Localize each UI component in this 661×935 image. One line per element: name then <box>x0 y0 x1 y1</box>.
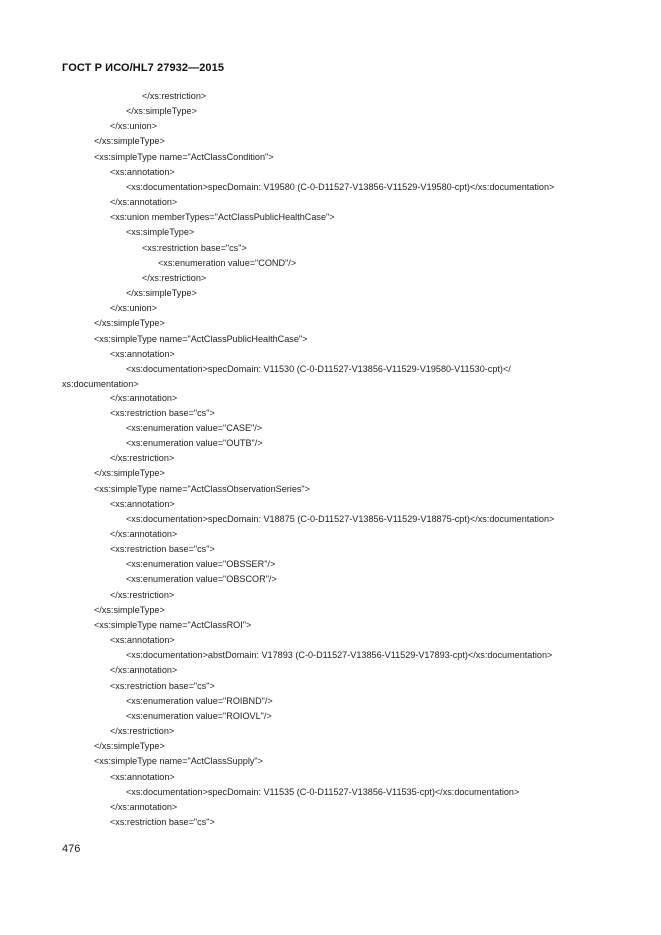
code-line: <xs:restriction base="cs"> <box>142 242 247 253</box>
code-line: <xs:annotation> <box>110 166 175 177</box>
code-line: <xs:simpleType name="ActClassPublicHealthCase"> <box>94 333 308 344</box>
code-line: </xs:restriction> <box>142 91 207 101</box>
code-line: <xs:simpleType name="ActClassCondition"> <box>94 151 274 162</box>
code-line: <xs:enumeration value="OUTB"/> <box>126 438 263 449</box>
code-line: <xs:union memberTypes="ActClassPublicHealthCase"> <box>110 212 335 223</box>
code-line: </xs:annotation> <box>110 665 178 676</box>
code-line: <xs:simpleType> <box>126 227 195 238</box>
code-line: </xs:simpleType> <box>94 604 165 615</box>
code-line: </xs:union> <box>110 303 158 314</box>
code-line: </xs:restriction> <box>110 726 175 737</box>
code-line: </xs:restriction> <box>110 589 175 600</box>
code-line: </xs:restriction> <box>142 272 207 283</box>
code-line: </xs:simpleType> <box>126 288 197 299</box>
code-line: <xs:enumeration value="ROIBND"/> <box>126 695 273 706</box>
code-line: <xs:enumeration value="OBSCOR"/> <box>126 574 277 585</box>
code-line: xs:documentation> <box>62 379 139 390</box>
code-line: </xs:simpleType> <box>126 106 197 117</box>
code-line: <xs:restriction base="cs"> <box>110 680 215 691</box>
code-line: <xs:simpleType name="ActClassObservationSeries"> <box>94 483 310 494</box>
code-line: <xs:simpleType name="ActClassSupply"> <box>94 756 263 767</box>
page-number: 476 <box>62 843 81 855</box>
code-line: </xs:annotation> <box>110 528 178 539</box>
code-line: <xs:documentation>abstDomain: V17893 (C-0-D11527-V13856-V11529-V17893-cpt)</xs:documentation> <box>126 650 553 661</box>
code-line: <xs:enumeration value="CASE"/> <box>126 422 263 433</box>
code-line: <xs:restriction base="cs"> <box>110 544 215 555</box>
code-line: </xs:simpleType> <box>94 741 165 752</box>
code-line: <xs:enumeration value="COND"/> <box>158 257 297 268</box>
code-line: <xs:documentation>specDomain: V11535 (C-0-D11527-V13856-V11535-cpt)</xs:documentation> <box>126 786 520 797</box>
code-line: </xs:simpleType> <box>94 468 165 479</box>
code-line: <xs:annotation> <box>110 498 175 509</box>
document-header: ГОСТ Р ИСО/HL7 27932—2015 <box>62 62 225 74</box>
code-line: <xs:annotation> <box>110 635 175 646</box>
code-line: <xs:documentation>specDomain: V11530 (C-0-D11527-V13856-V11529-V19580-V11530-cpt)</ <box>126 363 511 374</box>
code-line: </xs:simpleType> <box>94 136 165 147</box>
code-line: <xs:enumeration value="ROIOVL"/> <box>126 710 272 721</box>
code-line: <xs:documentation>specDomain: V18875 (C-0-D11527-V13856-V11529-V18875-cpt)</xs:documentation> <box>126 513 555 524</box>
code-line: </xs:annotation> <box>110 392 178 403</box>
code-line: <xs:restriction base="cs"> <box>110 817 215 828</box>
code-line: </xs:simpleType> <box>94 318 165 329</box>
code-line: <xs:enumeration value="OBSSER"/> <box>126 559 276 570</box>
code-line: <xs:annotation> <box>110 771 175 782</box>
code-line: <xs:restriction base="cs"> <box>110 407 215 418</box>
code-line: <xs:annotation> <box>110 348 175 359</box>
code-line: </xs:annotation> <box>110 197 178 208</box>
code-line: </xs:annotation> <box>110 801 178 812</box>
code-line: <xs:documentation>specDomain: V19580 (C-0-D11527-V13856-V11529-V19580-cpt)</xs:documentation> <box>126 181 555 192</box>
code-line: </xs:restriction> <box>110 453 175 464</box>
code-line: </xs:union> <box>110 121 158 132</box>
code-line: <xs:simpleType name="ActClassROI"> <box>94 619 252 630</box>
